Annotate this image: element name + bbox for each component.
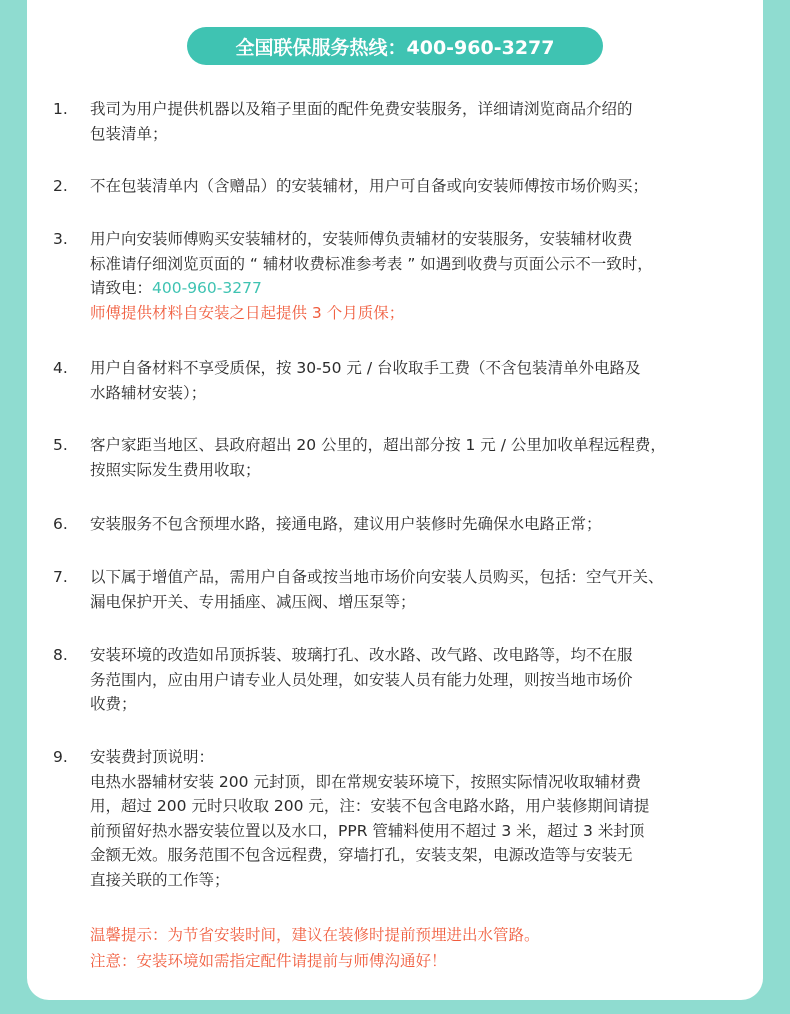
service-card [27,0,763,1000]
item-number: 2. [53,177,68,195]
item-text: 收费； [90,695,137,713]
item-text: 前预留好热水器安装位置以及水口，PPR 管辅料使用不超过 3 米，超过 3 米封顶 [90,821,645,840]
item-text: 用户自备材料不享受质保，按 30-50 元 / 台收取手工费（不含包装清单外电路及 [90,359,641,377]
call-prefix: 请致电： [90,279,153,297]
phone-link[interactable]: 400-960-3277 [152,279,262,297]
hotline-banner: 全国联保服务热线：400-960-3277 [187,27,603,65]
warranty-note: 师傅提供材料自安装之日起提供 3 个月质保； [90,303,405,322]
item-text: 安装服务不包含预埋水路，接通电路，建议用户装修时先确保水电路正常； [90,515,602,533]
item-number: 8. [53,646,68,664]
item-text: 水路辅材安装）； [90,383,207,402]
item-text: 用，超过 200 元时只收取 200 元，注：安装不包含电路水路，用户装修期间请提 [90,797,650,815]
item-text: 安装环境的改造如吊顶拆装、玻璃打孔、改水路、改气路、改电路等，均不在服 [90,646,633,664]
item-text: 以下属于增值产品，需用户自备或按当地市场价向安装人员购买，包括：空气开关、 [90,568,664,586]
item-text: 金额无效。服务范围不包含远程费，穿墙打孔，安装支架，电源改造等与安装无 [90,846,633,864]
item-number: 4. [53,359,68,377]
item-text: 直接关联的工作等； [90,870,230,889]
item-number: 3. [53,230,68,248]
item-text: 务范围内，应由用户请专业人员处理，如安装人员有能力处理，则按当地市场价 [90,670,633,689]
item-text: 漏电保护开关、专用插座、减压阀、增压泵等； [90,592,416,611]
item-text: 不在包装清单内（含赠品）的安装辅材，用户可自备或向安装师傅按市场价购买； [90,177,649,195]
item-text: 安装费封顶说明： [90,748,215,766]
item-text: 按照实际发生费用收取； [90,460,261,479]
attention-note: 注意：安装环境如需指定配件请提前与师傅沟通好！ [90,952,447,970]
item-text: 我司为用户提供机器以及箱子里面的配件免费安装服务，详细请浏览商品介绍的 [90,100,633,118]
call-line [90,276,733,301]
item-text: 包装清单； [90,124,168,143]
item-text: 用户向安装师傅购买安装辅材的，安装师傅负责辅材的安装服务，安装辅材收费 [90,230,633,248]
item-text: 客户家距当地区、县政府超出 20 公里的，超出部分按 1 元 / 公里加收单程远程费， [90,436,666,454]
item-number: 7. [53,568,68,586]
item-number: 5. [53,436,68,454]
warm-tip: 温馨提示：为节省安装时间，建议在装修时提前预埋进出水管路。 [90,926,540,944]
item-number: 1. [53,100,68,118]
item-number: 6. [53,515,68,533]
tips-block [90,922,730,974]
item-text: 标准请仔细浏览页面的 “ 辅材收费标准参考表 ” 如遇到收费与页面公示不一致时， [90,254,653,273]
item-number: 9. [53,748,68,766]
item-text: 电热水器辅材安装 200 元封顶，即在常规安装环境下，按照实际情况收取辅材费 [90,772,641,791]
